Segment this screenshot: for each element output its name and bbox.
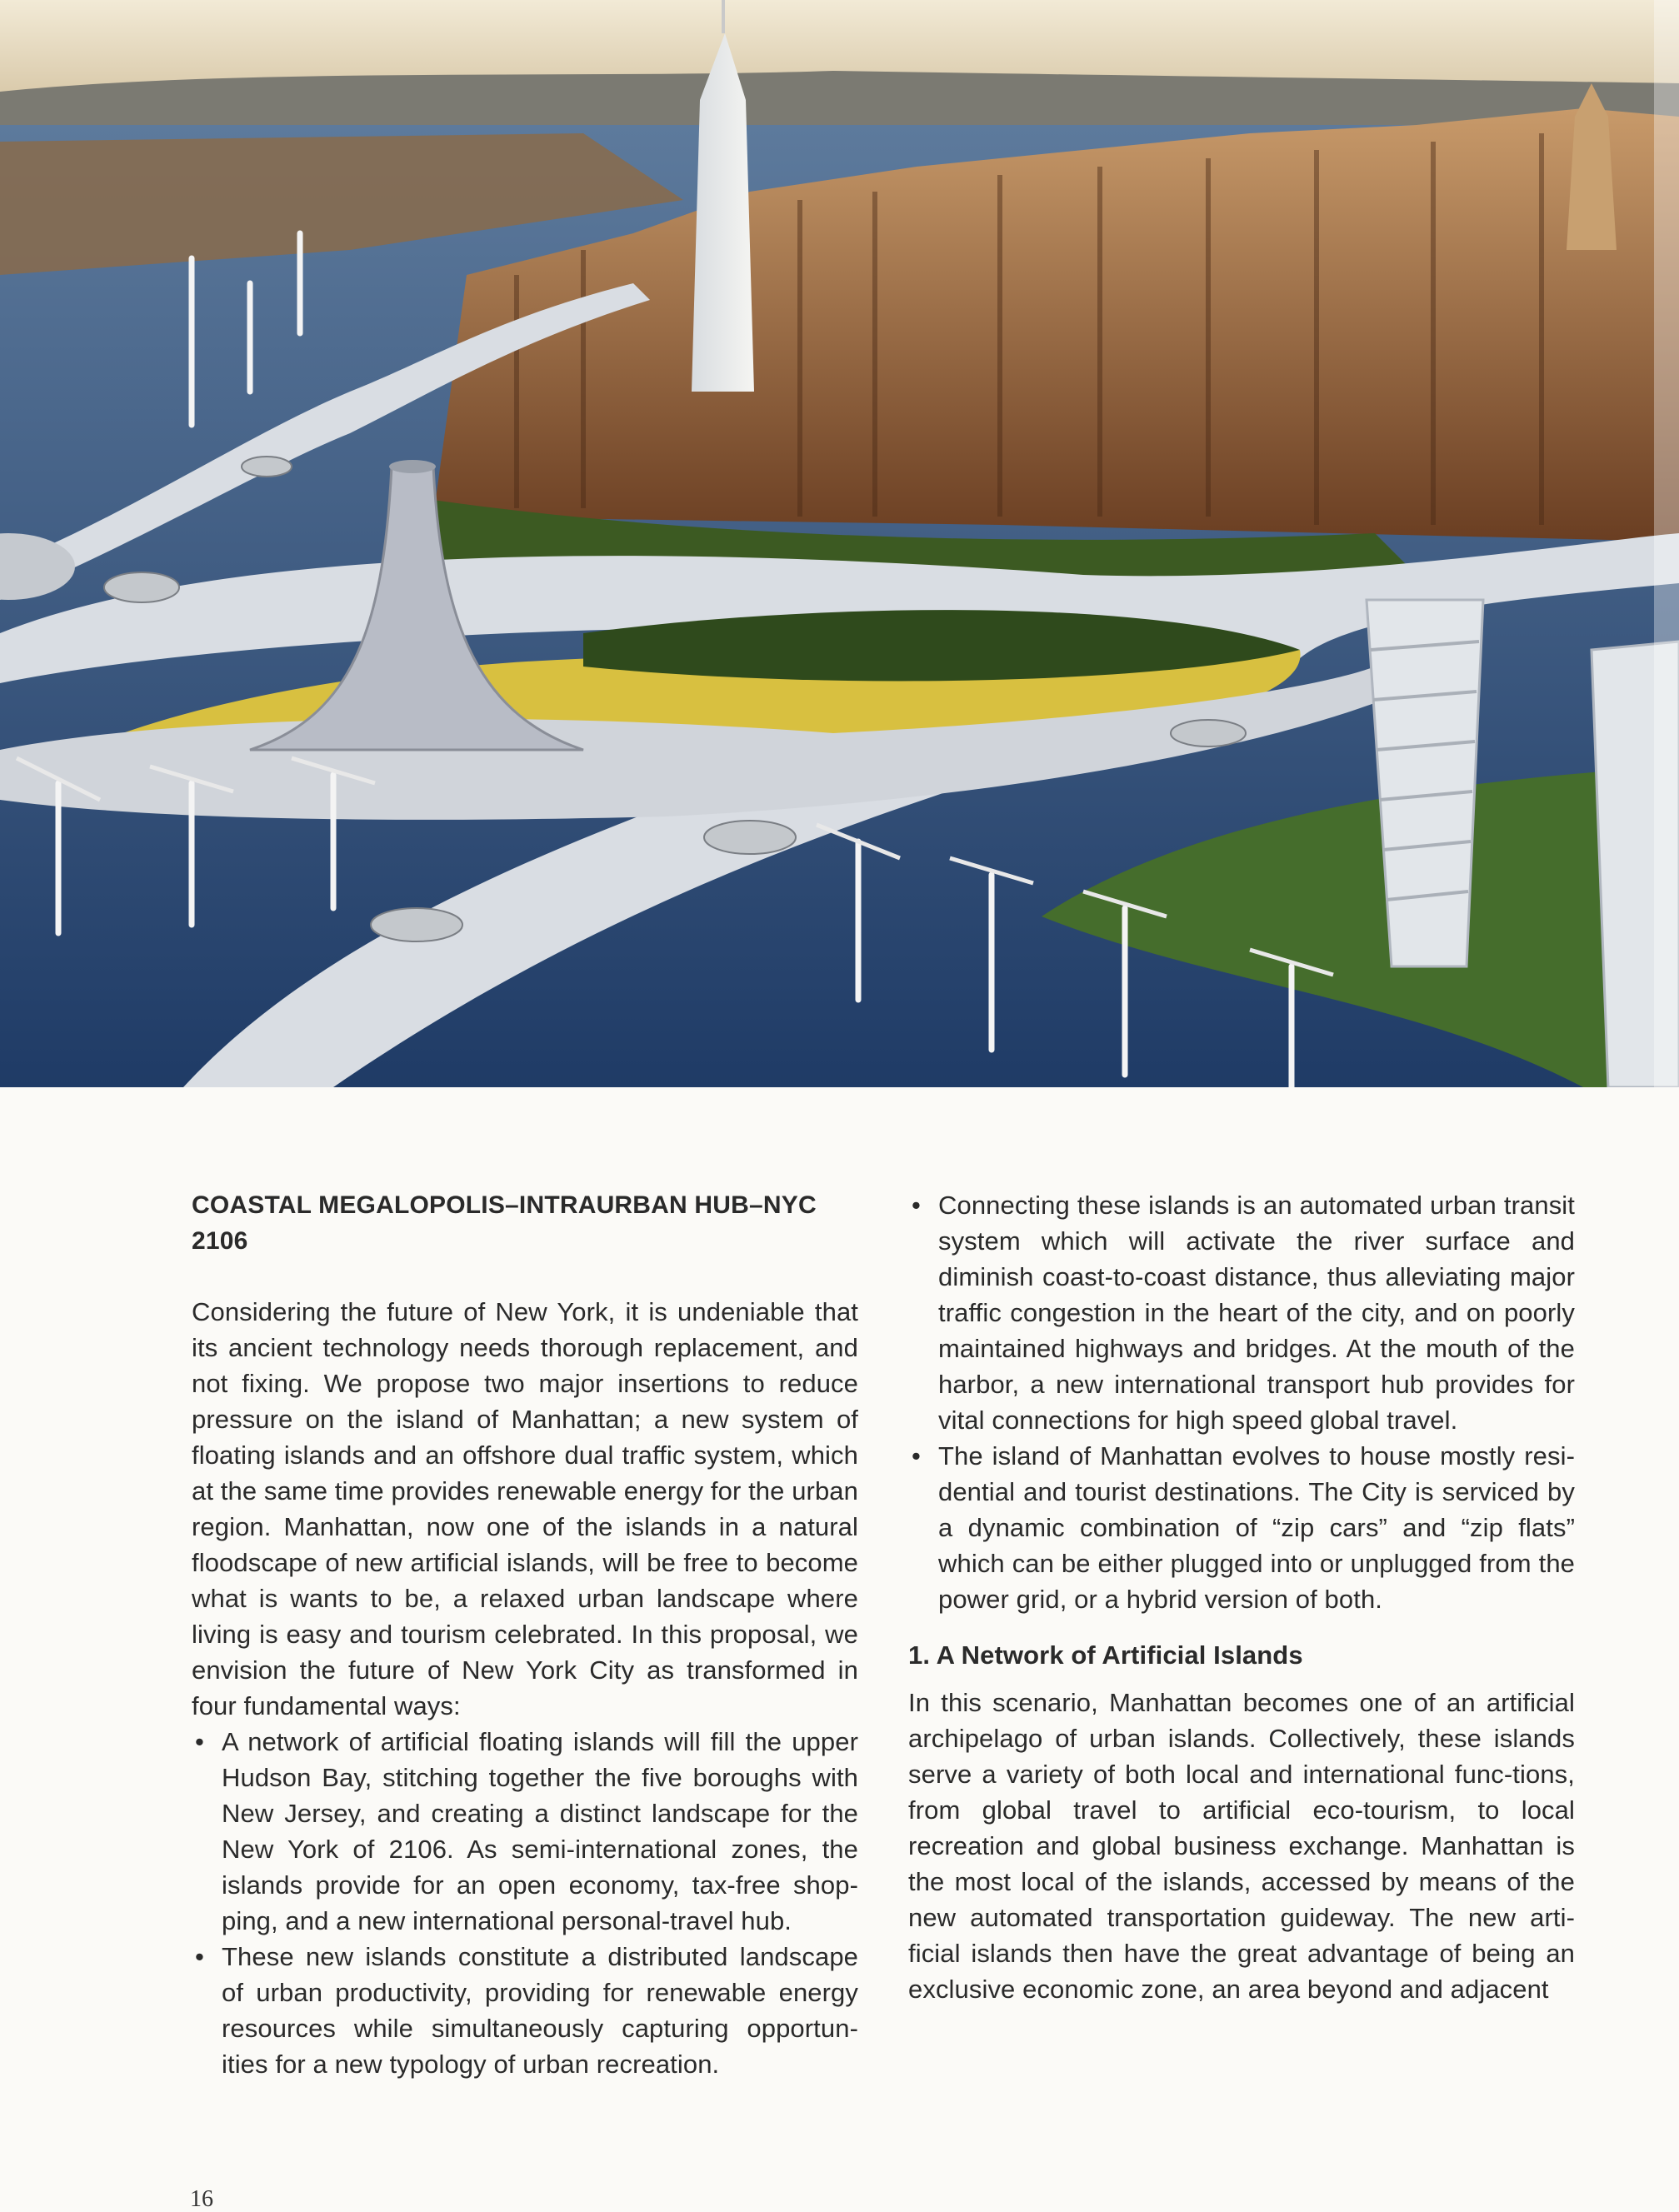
article-heading: COASTAL MEGALOPOLIS–INTRAURBAN HUB–NYC 2106 [192,1191,817,1255]
right-bullet-list [908,1187,1575,1617]
page-number: 16 [190,2186,213,2212]
section-subheading: 1. A Network of Artificial Islands [908,1640,1303,1670]
left-bullet-list [192,1724,858,2082]
bullet-text: A network of artificial floating islands will fill the upper Hudson Bay, stitching together the five boroughs with New Jersey, and creating a distinct landscape for the New York of 2106. As semi-international zones, the islands provide for an open economy, tax-free shop-ping, and a new international personal-travel hub. [222,1727,858,1935]
bullet-item [192,1939,858,2082]
bullet-symbol: • [195,1942,204,1971]
right-text-column [908,1187,1575,2007]
bullet-symbol: • [912,1191,921,1220]
bullet-item [908,1187,1575,1438]
hero-illustration [0,0,1679,1087]
bullet-item [192,1724,858,1939]
bullet-item [908,1438,1575,1617]
bullet-text: These new islands constitute a distributed landscape of urban productivity, providing for renewable energy resources while simultaneously capturing opportun-ities for a new typology of urban recreation. [222,1942,858,2079]
bullet-text: The island of Manhattan evolves to house mostly resi-dential and tourist destinations. The City is serviced by a dynamic combination of “zip cars” and “zip flats” which can be either plugged into or unplugged from the power grid, or a hybrid version of both. [938,1441,1575,1614]
section-body: In this scenario, Manhattan becomes one of an artificial archipelago of urban islands. Collectively, these islands serve a variety of both local and international func-tions, from global travel to artificial eco-tourism, to local recreation and global business exchange. Manhattan is the most local of the islands, accessed by means of the new automated transportation guideway. The new arti-ficial islands then have the great advantage of being an exclusive economic zone, an area beyond and adjacent [908,1688,1575,2004]
intro-paragraph: Considering the future of New York, it is undeniable that its ancient technology needs thorough replacement, and not fixing. We propose two major insertions to reduce pressure on the island of Manhattan; a new system of floating islands and an offshore dual traffic system, which at the same time provides renewable energy for the urban region. Manhattan, now one of the islands in a natural floodscape of new artificial islands, will be free to become what is wants to be, a relaxed urban landscape where living is easy and tourism celebrated. In this proposal, we envision the future of New York City as transformed in four fundamental ways: [192,1297,858,1720]
bullet-symbol: • [195,1727,204,1756]
left-text-column [192,1187,858,2082]
bullet-symbol: • [912,1441,921,1471]
bullet-text: Connecting these islands is an automated urban transit system which will activate the river surface and diminish coast-to-coast distance, thus alleviating major traffic congestion in the heart of the city, and on poorly maintained highways and bridges. At the mouth of the harbor, a new international transport hub provides for vital connections for high speed global travel. [938,1191,1575,1435]
